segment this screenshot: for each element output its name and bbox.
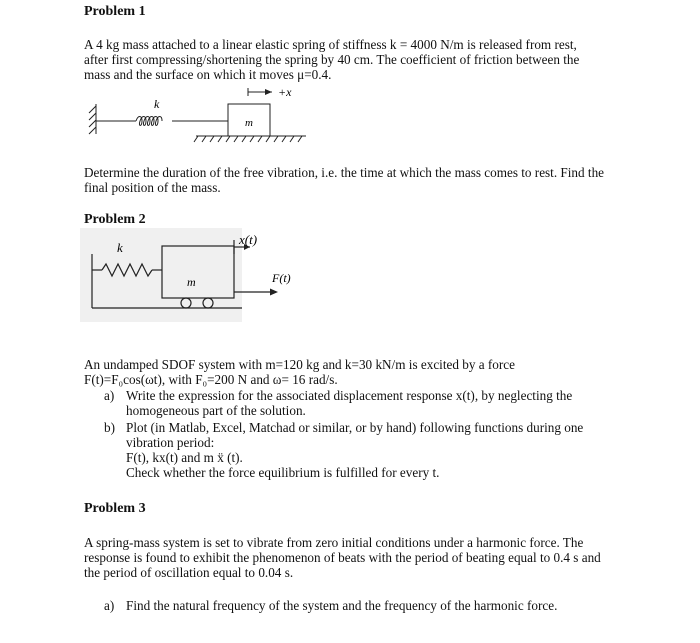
spring-k-label: k [117, 240, 123, 255]
problem1-line-1: A 4 kg mass attached to a linear elastic spring of stiffness k = 4000 N/m is released from rest, [84, 37, 577, 52]
problem3-line-1: A spring-mass system is set to vibrate from zero initial conditions under a harmonic force. The [84, 535, 584, 550]
problem1-question-line-1: Determine the duration of the free vibration, i.e. the time at which the mass comes to rest. Find the [84, 165, 605, 180]
problem1-question [84, 165, 604, 195]
problem2-item-a-line-2: homogeneous part of the solution. [126, 403, 306, 418]
problem2-item-b [126, 420, 583, 480]
problem1-question-line-2: final position of the mass. [84, 180, 221, 195]
x-arrow-head [265, 89, 272, 95]
force-label: F(t) [272, 271, 291, 285]
problem2-intro [84, 357, 515, 387]
wall-hatch [89, 106, 96, 134]
problem3-title: Problem 3 [84, 501, 146, 516]
problem2-title: Problem 2 [84, 212, 146, 227]
problem2-intro-line-1: An undamped SDOF system with m=120 kg and k=30 kN/m is excited by a force [84, 357, 515, 372]
spring-coil [136, 117, 162, 126]
problem2-item-b-line-1: Plot (in Matlab, Excel, Matchad or similar, or by hand) following functions during one [126, 420, 584, 435]
problem2-item-b-functions: F(t), kx(t) and m ẍ (t). [126, 450, 243, 465]
problem2-item-a-line-1: Write the expression for the associated displacement response x(t), by neglecting the [126, 388, 573, 403]
ground-hatch [194, 136, 302, 142]
mass-m-label: m [245, 117, 253, 129]
problem1-line-3: mass and the surface on which it moves μ=0.4. [84, 67, 332, 82]
problem3-statement [84, 535, 601, 580]
problem3-line-3: the period of oscillation equal to 0.04 s. [84, 565, 294, 580]
problem1-line-2: after first compressing/shortening the spring by 40 cm. The coefficient of friction between the [84, 52, 580, 67]
problem2-item-a [126, 388, 572, 418]
problem2-intro-line-2: F(t)=F₀cos(ωt), with F₀=200 N and ω= 16 rad/s. [84, 372, 338, 387]
displacement-label: x(t) [239, 232, 258, 247]
problem2-item-b-line-2: vibration period: [126, 435, 215, 450]
problem3-item-a-marker: a) [104, 598, 115, 613]
sdof-forced-figure [80, 228, 328, 324]
problem1-statement [84, 37, 579, 82]
problem3-item-a: Find the natural frequency of the system and the frequency of the harmonic force. [126, 598, 558, 613]
problem1-title: Problem 1 [84, 4, 146, 19]
problem2-item-a-marker: a) [104, 388, 115, 403]
problem2-item-b-marker: b) [104, 420, 115, 435]
x-direction-label: +x [278, 85, 292, 99]
problem2-item-b-check: Check whether the force equilibrium is fulfilled for every t. [126, 465, 440, 480]
mass-m-label: m [187, 275, 196, 289]
spring-k-label: k [154, 97, 160, 111]
problem3-line-2: response is found to exhibit the phenomenon of beats with the period of beating equal to 0.4 s and [84, 550, 601, 565]
spring-mass-friction-figure [80, 84, 320, 146]
force-arrow-head [270, 289, 278, 296]
